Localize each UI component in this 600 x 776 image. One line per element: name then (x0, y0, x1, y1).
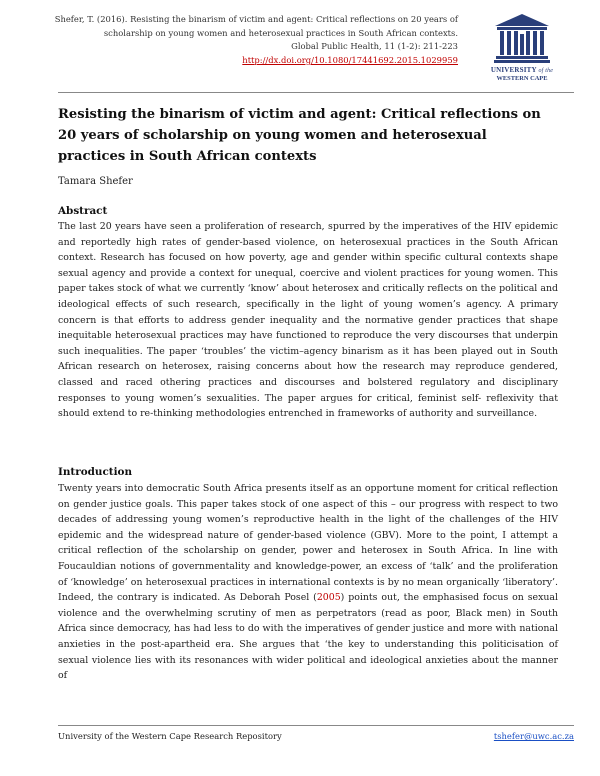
intro-text-part-2: ) points out, the emphasised focus on sexual violence and the overwhelming scrutiny of men as perpetrators (read as poor, Black men) in South Africa since democracy, has had less to do with the imperatives of gender justice and more with national anxieties in the post-apartheid era. She argues that ‘the key to understanding this politicisation of sexual violence lies with its resonances with wider political and ideological anxieties about the manner of (58, 592, 558, 682)
logo-text-line-1: UNIVERSITY of the (490, 66, 554, 74)
footer-divider (58, 725, 574, 726)
citation-line-1: Shefer, T. (2016). Resisting the binarism of victim and agent: Critical reflections on 20 years of (54, 14, 458, 24)
author-email-link[interactable]: tshefer@uwc.ac.za (493, 731, 574, 741)
university-logo (470, 12, 574, 90)
author-name: Tamara Shefer (58, 176, 133, 187)
citation-line-2: scholarship on young women and heterosexual practices in South African contexts. (103, 27, 458, 38)
introduction-heading: Introduction (58, 466, 132, 478)
citation-link[interactable]: 2005 (316, 592, 341, 604)
introduction-text (58, 481, 558, 684)
paper-title: Resisting the binarism of victim and agent: Critical reflections on 20 years of scholarship on young women and heterosexual practices in South African contexts (58, 107, 541, 164)
university-building-icon (493, 12, 551, 64)
doi-link[interactable]: http://dx.doi.org/10.1080/17441692.2015.1029959 (242, 54, 458, 65)
intro-text-part-1: Twenty years into democratic South Africa presents itself as an opportune moment for critical reflection on gender justice goals. This paper takes stock of one aspect of this – our progress with respect to two decades of addressing young women’s reproductive health in the light of the challenges of the HIV epidemic and the widespread nature of gender-based violence (GBV). More to the point, I attempt a critical reflection of the scholarship on gender, power and heterosex in South Africa. In line with Foucauldian notions of governmentality and knowledge-power, an excess of ‘talk’ and the proliferation of ‘knowledge’ on heterosexual practices in international contexts is by no mean organically ‘liberatory’. Indeed, the contrary is indicated. As Deborah Posel ( (58, 483, 558, 604)
citation-header (40, 13, 458, 67)
logo-text-line-2: WESTERN CAPE (496, 75, 548, 82)
header-divider (58, 92, 574, 93)
repository-name: University of the Western Cape Research Repository (58, 731, 282, 741)
citation-line-3: Global Public Health, 11 (1-2): 211-223 (291, 41, 458, 52)
abstract-text: The last 20 years have seen a proliferation of research, spurred by the imperatives of the HIV epidemic and reportedly high rates of gender-based violence, on heterosexual practices in the South African context. Research has focused on how poverty, age and gender within specific cultural contexts shape sexual agency and provide a context for unequal, coercive and violent practices for young women. This paper takes stock of what we currently ‘know’ about heterosex and critically reflects on the political and ideological effects of such research, specifically in the light of young women’s agency. A primary concern is that efforts to address gender inequality and the normative gender practices that shape inequitable heterosexual practices may have functioned to reproduce the very discourses that underpin such inequalities. The paper ‘troubles’ the victim–agency binarism as it has been played out in South African research on heterosex, raising concerns about how the research may reproduce gendered, classed and raced othering practices and discourses and bolstered regulatory and disciplinary responses to young women’s sexualities. The paper argues for critical, feminist self- reflexivity that should extend to re-thinking methodologies entrenched in frameworks of authority and surveillance. (58, 221, 558, 420)
abstract-heading: Abstract (58, 205, 108, 217)
